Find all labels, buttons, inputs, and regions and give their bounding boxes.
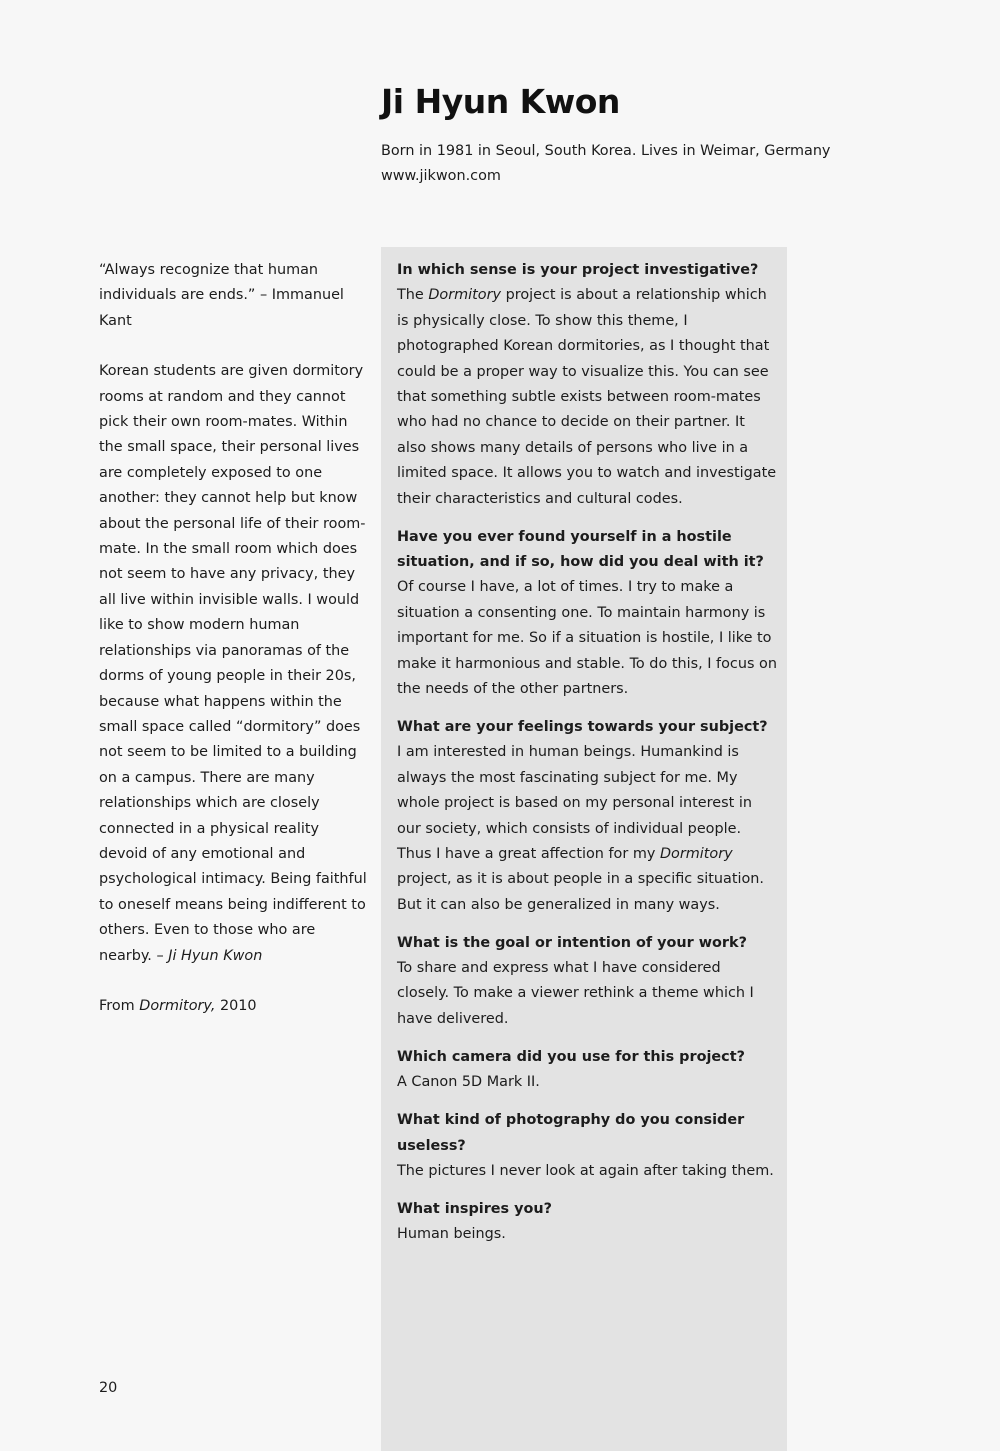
source-title: Dormitory,: [139, 997, 216, 1014]
qa-answer: To share and express what I have considered closely. To make a viewer rethink a theme which I have delivered.: [397, 960, 754, 1027]
epigraph-quote: “Always recognize that human individuals are ends.” – Immanuel Kant: [99, 262, 344, 329]
artist-name: Ji Hyun Kwon: [381, 82, 620, 121]
qa-question: Have you ever found yourself in a hostile situation, and if so, how did you deal with it?: [397, 528, 764, 570]
artist-statement: [99, 359, 367, 969]
source-credit: [99, 994, 367, 1019]
qa-item: [397, 1108, 777, 1184]
artist-bio: Born in 1981 in Seoul, South Korea. Lives in Weimar, Germany: [381, 143, 831, 159]
source-year: 2010: [219, 997, 257, 1014]
qa-question: What kind of photography do you consider useless?: [397, 1112, 745, 1154]
qa-answer: Of course I have, a lot of times. I try to make a situation a consenting one. To maintain harmony is important for me. So if a situation is hostile, I like to make it harmonious and stable. To do this, I focus on the needs of the other partners.: [397, 579, 777, 697]
qa-item: [397, 1197, 777, 1248]
qa-answer-italic: Dormitory: [428, 287, 502, 304]
artist-website[interactable]: www.jikwon.com: [381, 168, 501, 184]
qa-question: In which sense is your project investigative?: [397, 262, 759, 278]
left-column: [99, 258, 367, 1019]
artist-statement-text: Korean students are given dormitory rooms at random and they cannot pick their own room-mates. Within the small space, their personal lives are completely exposed to one another: they cannot help but know about the personal life of their room-mate. In the small room which does not seem to have any privacy, they all live within invisible walls. I would like to show modern human relationships via panoramas of the dorms of young people in their 20s, because what happens within the small space called “dormitory” does not seem to be limited to a building on a campus. There are many relationships which are closely connected in a physical reality devoid of any emotional and psychological intimacy. Being faithful to oneself means being indifferent to others. Even to those who are nearby. –: [99, 363, 367, 964]
qa-item: [397, 525, 777, 703]
artist-header: [381, 80, 941, 189]
qa-answer: A Canon 5D Mark II.: [397, 1074, 540, 1091]
qa-answer: [397, 283, 777, 512]
qa-item: [397, 931, 777, 1033]
qa-answer: [397, 740, 777, 918]
qa-question: Which camera did you use for this project?: [397, 1048, 745, 1065]
qa-question: What is the goal or intention of your work?: [397, 934, 747, 951]
qa-item: [397, 1045, 777, 1096]
qa-answer: Human beings.: [397, 1226, 506, 1243]
qa-answer: The pictures I never look at again after taking them.: [397, 1162, 774, 1179]
qa-answer-italic: Dormitory: [659, 845, 733, 862]
page-number: 20: [99, 1380, 118, 1396]
qa-answer-text: The: [397, 287, 424, 304]
qa-answer-text: project, as it is about people in a specific situation. But it can also be generalized in many ways.: [397, 871, 764, 913]
artist-statement-author: Ji Hyun Kwon: [168, 947, 263, 964]
source-prefix: From: [99, 997, 135, 1014]
qa-item: [397, 258, 777, 512]
qa-answer-text: I am interested in human beings. Humankind is always the most fascinating subject for me. My whole project is based on my personal interest in our society, which consists of individual people. Thus I have a great affection for my: [397, 744, 752, 862]
qa-item: [397, 715, 777, 918]
qa-answer-text: project is about a relationship which is physically close. To show this theme, I photographed Korean dormitories, as I thought that could be a proper way to visualize this. You can see that something subtle exists between room-mates who had no chance to decide on their partner. It also shows many details of persons who live in a limited space. It allows you to watch and investigate their characteristics and cultural codes.: [397, 287, 777, 507]
interview-qa: [397, 258, 777, 1260]
qa-question: What inspires you?: [397, 1200, 552, 1217]
qa-question: What are your feelings towards your subject?: [397, 718, 768, 735]
